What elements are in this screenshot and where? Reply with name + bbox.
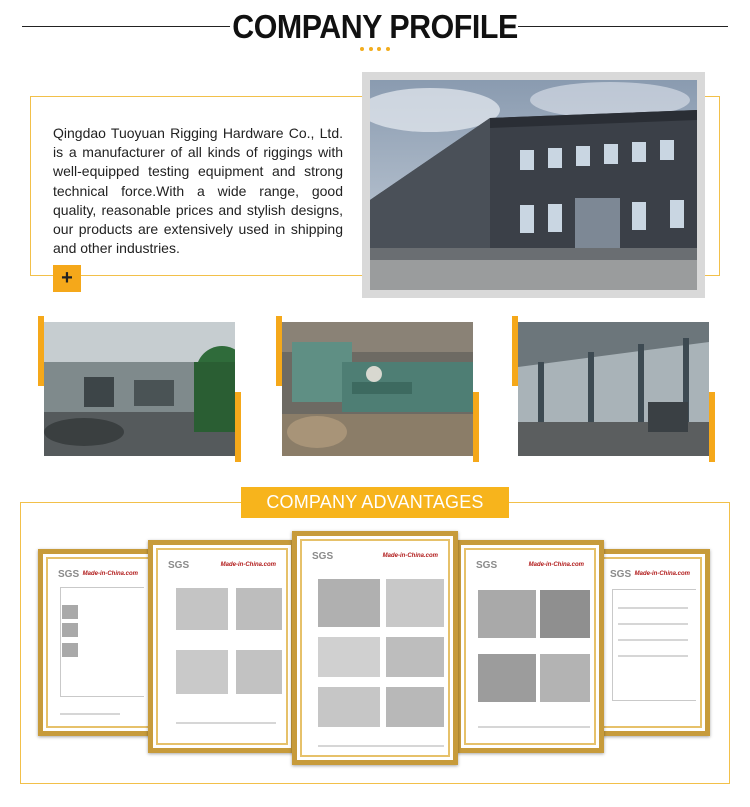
certificate-4[interactable] <box>456 540 604 753</box>
sgs-logo: SGS <box>476 560 498 571</box>
workshop-photo-2 <box>276 316 479 462</box>
factory-building-image <box>370 80 697 290</box>
made-in-china-logo: Made-in-China.com <box>528 562 584 568</box>
sgs-logo: SGS <box>168 560 190 571</box>
certificate-3[interactable] <box>292 531 458 765</box>
certificate-5[interactable] <box>590 549 710 736</box>
workshop-machines-image <box>44 322 235 456</box>
more-button[interactable]: + <box>53 265 81 292</box>
made-in-china-logo: Made-in-China.com <box>82 571 138 577</box>
company-description: Qingdao Tuoyuan Rigging Hardware Co., Ltd. is a manufacturer of all kinds of riggings with well-equipped testing equipment and strong technical force.With a wide range, good quality, reasonable prices and stylish designs, our products are extensively used in shipping and other industries. <box>53 125 343 257</box>
sgs-logo: SGS <box>312 551 334 562</box>
advantages-title: COMPANY ADVANTAGES <box>241 487 509 518</box>
certificate-2[interactable] <box>148 540 296 753</box>
workshop-lathe-image <box>282 322 473 456</box>
sgs-logo: SGS <box>610 569 632 580</box>
made-in-china-logo: Made-in-China.com <box>634 571 690 577</box>
made-in-china-logo: Made-in-China.com <box>220 562 276 568</box>
workshop-hall-image <box>518 322 709 456</box>
workshop-photo-3 <box>512 316 715 462</box>
sgs-logo: SGS <box>58 569 80 580</box>
workshop-photo-1 <box>38 316 241 462</box>
header-dots <box>360 47 390 51</box>
made-in-china-logo: Made-in-China.com <box>382 553 438 559</box>
page-title: COMPANY PROFILE <box>232 8 518 45</box>
factory-photo <box>362 72 705 298</box>
certificate-1[interactable] <box>38 549 158 736</box>
